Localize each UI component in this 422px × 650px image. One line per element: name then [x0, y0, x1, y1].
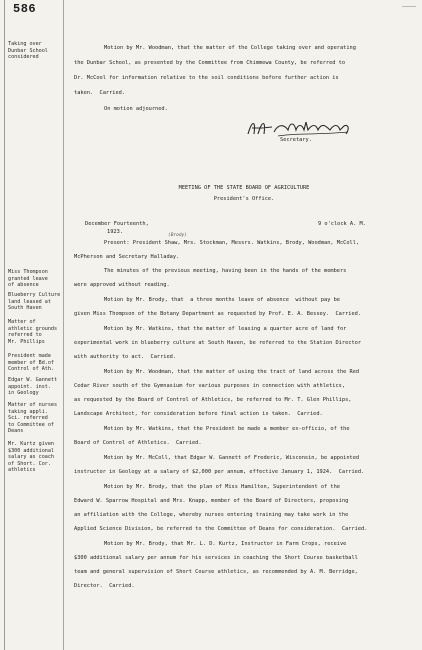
text-line: McPherson and Secretary Halladay.: [74, 254, 180, 260]
text-line: Motion by Mr. Brody, that Mr. L. D. Kurtz, Instructor in Farm Crops, receive: [104, 541, 347, 547]
text-line: On motion adjourned.: [104, 106, 168, 112]
page-edge-mark: [402, 6, 416, 7]
text-line: given Miss Thompson of the Botany Department as requested by Prof. E. A. Bessey. Carried.: [74, 311, 362, 317]
text-line: an affiliation with the College, whereby nurses entering training may take work in the: [74, 512, 349, 518]
text-line: Applied Science Division, be referred to the Committee of Deans for consideration. Carried.: [74, 526, 368, 532]
meeting-heading: MEETING OF THE STATE BOARD OF AGRICULTURE: [178, 185, 310, 191]
margin-note-board-of-control: President made member of Bd.of Control of Ath.: [8, 353, 55, 373]
text-line: Motion by Mr. Watkins, that the President be made a member ex-officio, of the: [104, 426, 350, 432]
text-line: Motion by Mr. McColl, that Edgar W. Gannett of Frederic, Wisconsin, be appointed: [104, 455, 360, 461]
text-line: Motion by Mr. Woodman, that the matter of the College taking over and operating: [104, 45, 356, 51]
text-line: $300 additional salary per annum for his services in coaching the Short Course basketball: [74, 555, 358, 561]
secretary-label: Secretary.: [280, 137, 312, 143]
margin-note-kurtz-salary: Mr. Kurtz given $300 additional salary as coach of Short. Cor. athletics: [8, 441, 55, 474]
text-line: Dr. McCool for information relative to the soil conditions before further action is: [74, 75, 339, 81]
margin-note-blueberry-culture: Blueberry Culture land leased at South Haven: [8, 292, 61, 312]
text-line: Cedar River south of the Gymnasium for various purposes in connection with athletics,: [74, 383, 346, 389]
meeting-time: 9 o'clock A. M.: [318, 221, 366, 227]
margin-note-geology-appointment: Edgar W. Gannett appoint. inst. in Geology: [8, 377, 58, 397]
text-line: with authority to act. Carried.: [74, 354, 177, 360]
left-margin-rule: [4, 0, 5, 650]
text-line: Landscape Architect, for consideration before final action is taken. Carried.: [74, 411, 323, 417]
text-line: as requested by the Board of Control of Athletics, be referred to Mr. T. Glen Phillips,: [74, 397, 352, 403]
text-line: experimental work in blueberry culture at South Haven, be referred to the Station Director: [74, 340, 362, 346]
text-line: Motion by Mr. Brody, that the plan of Miss Hamilton, Superintendent of the: [104, 484, 340, 490]
text-line: instructor in Geology at a salary of $2,000 per annum, effective January 1, 1924. Carried.: [74, 469, 365, 475]
text-line: the Dunbar School, as presented by the Committee from Chimmewa County, be referred to: [74, 60, 346, 66]
text-line: taken. Carried.: [74, 90, 126, 96]
handwritten-insert: (Brody): [168, 233, 187, 238]
meeting-date: December Fourteenth,: [85, 221, 149, 227]
text-line: were approved without reading.: [74, 282, 170, 288]
meeting-location: President's Office.: [213, 196, 275, 202]
text-line: team and general supervision of Short Course athletics, as recommended by A. M. Berridge,: [74, 569, 358, 575]
text-line: Board of Control of Athletics. Carried.: [74, 440, 202, 446]
text-line: The minutes of the previous meeting, having been in the hands of the members: [104, 268, 347, 274]
text-line: Motion by Mr. Woodman, that the matter of using the tract of land across the Red: [104, 369, 360, 375]
page-number: 586: [13, 2, 37, 16]
text-line: Motion by Mr. Brody, that a three months leave of absence without pay be: [104, 297, 340, 303]
text-line: Edward W. Sparrow Hospital and Mrs. Knapp, member of the Board of Directors, proposing: [74, 498, 349, 504]
margin-note-athletic-grounds: Matter of athletic grounds referred to Mr. Phillips: [8, 319, 58, 345]
margin-note-leave-of-absence: Miss Thompson granted leave of absence: [8, 269, 48, 289]
text-line: Present: President Shaw, Mrs. Stockman, Messrs. Watkins, Brody, Woodman, McColl,: [104, 240, 360, 246]
margin-note-dunbar-school: Taking over Dunbar School considered: [8, 41, 48, 61]
text-line: Director. Carried.: [74, 583, 135, 589]
meeting-year: 1923.: [107, 229, 123, 235]
text-line: Motion by Mr. Watkins, that the matter of leasing a quarter acre of land for: [104, 326, 347, 332]
margin-note-nurses-training: Matter of nurses taking appli. Sci. referred to Committee of Deans: [8, 402, 58, 435]
